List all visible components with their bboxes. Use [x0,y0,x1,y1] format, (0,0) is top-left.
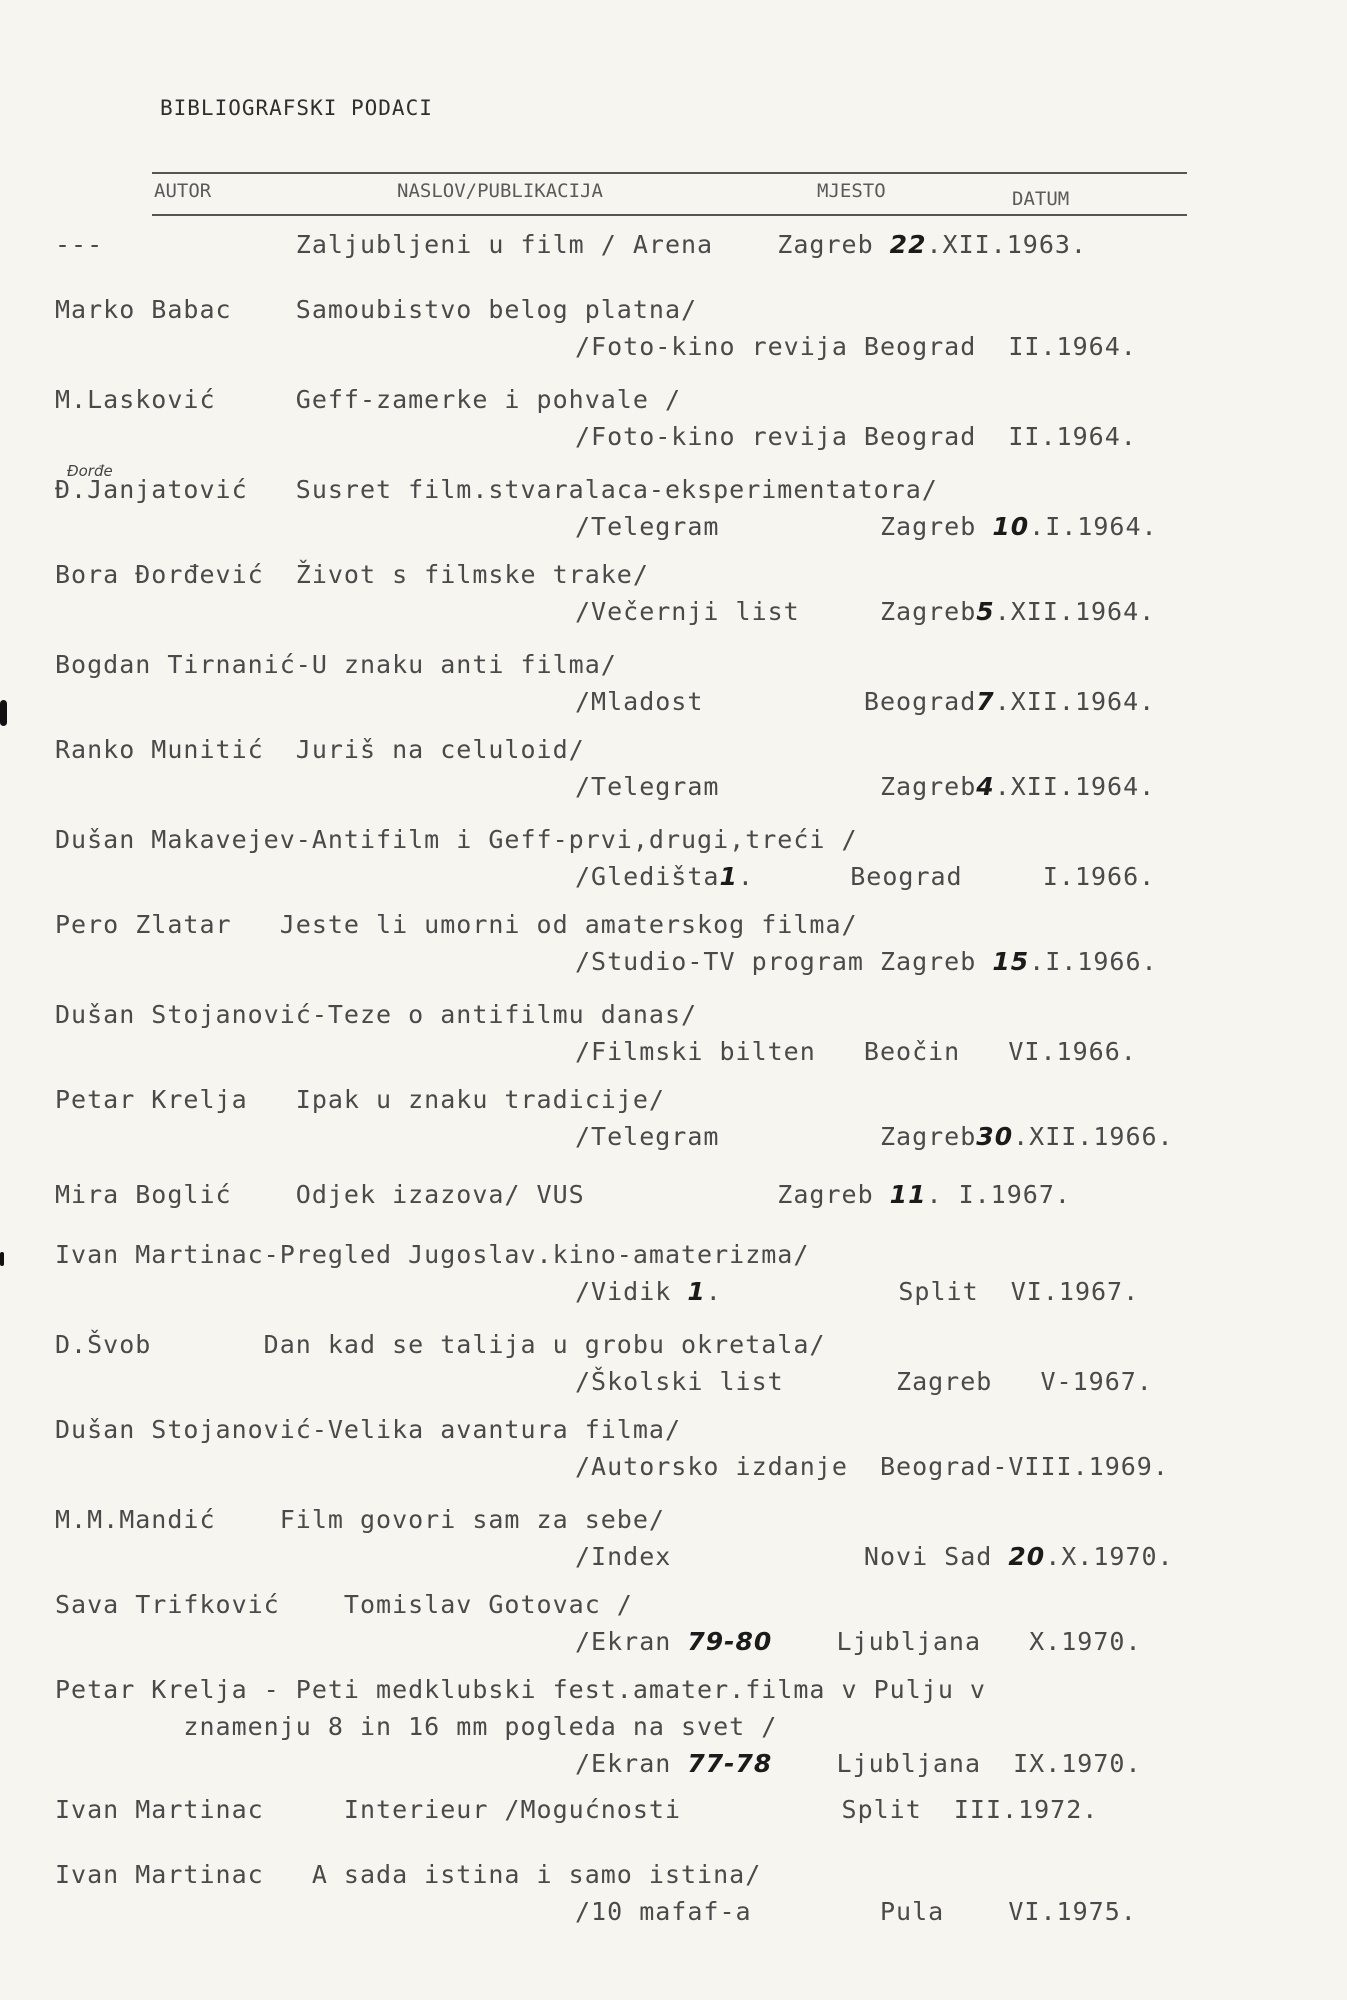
entry-line-2 [575,1452,1169,1482]
entry-text-end: . Beograd I.1966. [737,862,1156,891]
entry-text: Mira Boglić Odjek izazova/ VUS Zagreb [55,1180,890,1209]
entry-text: Bogdan Tirnanić-U znaku anti filma/ [55,650,617,679]
entry-text: Pero Zlatar Jeste li umorni od amaterskog filma/ [55,910,858,939]
handwritten-value: 15 [992,947,1030,976]
entry-text: /Studio-TV program Zagreb [575,947,993,976]
entry-text: D.Švob Dan kad se talija u grobu okretala/ [55,1330,826,1359]
entry-line-1 [55,1860,761,1890]
handwritten-value: 5 [976,597,995,626]
entry-line-1 [55,1330,825,1360]
entry-text: Ivan Martinac Interieur /Mogućnosti Split III.1972. [55,1795,1099,1824]
entry-text: Đ.Janjatović Susret film.stvaralaca-eksperimentatora/ [55,475,938,504]
margin-mark [0,700,7,726]
entry-text-end: . Split VI.1967. [705,1277,1140,1306]
entry-line-2 [575,1367,1153,1397]
entry-line-1 [55,230,1087,260]
entry-text: Petar Krelja Ipak u znaku tradicije/ [55,1085,665,1114]
entry-line-2 [575,862,1155,892]
entry-line-1 [55,385,681,415]
handwritten-value: 11 [889,1180,927,1209]
entry-text: Bora Đorđević Život s filmske trake/ [55,560,649,589]
column-header-row [152,172,1187,216]
entry-line-2 [575,1627,1142,1657]
entry-line-1 [55,735,585,765]
handwritten-value: 1 [719,862,738,891]
entry-text: Marko Babac Samoubistvo belog platna/ [55,295,698,324]
entry-line-1 [55,1000,697,1030]
entry-line-2 [575,687,1155,717]
entry-text: Petar Krelja - Peti medklubski fest.amater.filma v Pulju v [55,1675,986,1704]
handwritten-value: 10 [992,512,1030,541]
entry-text-end: .X.1970. [1045,1542,1174,1571]
entry-line-1 [55,295,697,325]
entry-line-3 [575,1749,1142,1779]
entry-line-2 [55,1712,777,1742]
handwritten-note: Đorđe [67,462,113,480]
entry-text-end: Ljubljana IX.1970. [772,1749,1142,1778]
handwritten-value: 20 [1008,1542,1046,1571]
entry-text: /Filmski bilten Beočin VI.1966. [575,1037,1137,1066]
entry-line-1 [55,1240,809,1270]
entry-text: Dušan Makavejev-Antifilm i Geff-prvi,drugi,treći / [55,825,858,854]
entry-line-1 [55,650,617,680]
entry-line-2 [575,1037,1137,1067]
entry-text: /Večernji list Zagreb [575,597,977,626]
entry-line-2 [575,597,1155,627]
handwritten-value: 79-80 [687,1627,773,1656]
entry-text: /Telegram Zagreb [575,1122,977,1151]
entry-line-2 [575,512,1158,542]
entry-text: Ivan Martinac A sada istina i samo istina/ [55,1860,762,1889]
handwritten-value: 1 [687,1277,706,1306]
entry-text: /Autorsko izdanje Beograd-VIII.1969. [575,1452,1169,1481]
margin-mark [0,1252,4,1266]
entry-text: Ranko Munitić Juriš na celuloid/ [55,735,585,764]
entry-text: /Index Novi Sad [575,1542,1009,1571]
entry-line-2 [575,422,1137,452]
entry-text: Sava Trifković Tomislav Gotovac / [55,1590,633,1619]
entry-text-end: .XII.1963. [926,230,1087,259]
entry-line-2 [575,947,1158,977]
page-title: BIBLIOGRAFSKI PODACI [160,96,433,120]
entry-text: Dušan Stojanović-Velika avantura filma/ [55,1415,681,1444]
entry-text: M.Lasković Geff-zamerke i pohvale / [55,385,681,414]
entry-line-1 [55,1590,633,1620]
column-header-datum: DATUM [1012,188,1070,210]
entry-line-2 [575,1542,1174,1572]
entry-text: /Vidik [575,1277,688,1306]
entry-text-end: . I.1967. [926,1180,1071,1209]
handwritten-value: 30 [976,1122,1014,1151]
column-header-mjesto: MJESTO [817,180,886,202]
entry-line-2 [575,1122,1174,1152]
entry-text-end: .XII.1964. [994,597,1156,626]
entry-line-1 [55,825,858,855]
entry-line-1 [55,1795,1098,1825]
handwritten-value: 7 [976,687,995,716]
handwritten-value: 22 [889,230,927,259]
entry-text: /10 mafaf-a Pula VI.1975. [575,1897,1137,1926]
entry-text: /Školski list Zagreb V-1967. [575,1367,1153,1396]
entry-text-end: .I.1966. [1029,947,1158,976]
entry-line-2 [575,332,1137,362]
entry-text: /Foto-kino revija Beograd II.1964. [575,332,1137,361]
entry-text-end: .XII.1964. [994,687,1156,716]
column-header-naslov: NASLOV/PUBLIKACIJA [397,180,603,202]
entry-line-1 [55,1505,665,1535]
entry-text-end: .XII.1966. [1013,1122,1174,1151]
entry-text: M.M.Mandić Film govori sam za sebe/ [55,1505,665,1534]
entry-text: /Telegram Zagreb [575,512,993,541]
entry-text: /Gledišta [575,862,720,891]
entry-line-1 [55,1415,681,1445]
entry-line-1 [55,475,938,505]
entry-text-end: .I.1964. [1029,512,1158,541]
entry-line-1 [55,910,858,940]
entry-text: /Ekran [575,1627,688,1656]
entry-line-1 [55,1180,1071,1210]
handwritten-value: 77-78 [687,1749,773,1778]
handwritten-value: 4 [976,772,995,801]
entry-line-2 [575,772,1155,802]
entry-line-2 [575,1277,1139,1307]
column-header-autor: AUTOR [154,180,212,202]
entry-line-1 [55,1085,665,1115]
entry-line-2 [575,1897,1137,1927]
entry-text-end: .XII.1964. [994,772,1156,801]
entry-text: Dušan Stojanović-Teze o antifilmu danas/ [55,1000,698,1029]
entry-text: Ivan Martinac-Pregled Jugoslav.kino-amaterizma/ [55,1240,810,1269]
entry-line-1 [55,1675,986,1705]
entry-text: znamenju 8 in 16 mm pogleda na svet / [55,1712,778,1741]
entry-text-end: Ljubljana X.1970. [772,1627,1142,1656]
entry-text: /Telegram Zagreb [575,772,977,801]
entry-text: /Ekran [575,1749,688,1778]
entry-text: /Mladost Beograd [575,687,977,716]
entry-text: --- Zaljubljeni u film / Arena Zagreb [55,230,890,259]
entry-line-1 [55,560,649,590]
entry-text: /Foto-kino revija Beograd II.1964. [575,422,1137,451]
